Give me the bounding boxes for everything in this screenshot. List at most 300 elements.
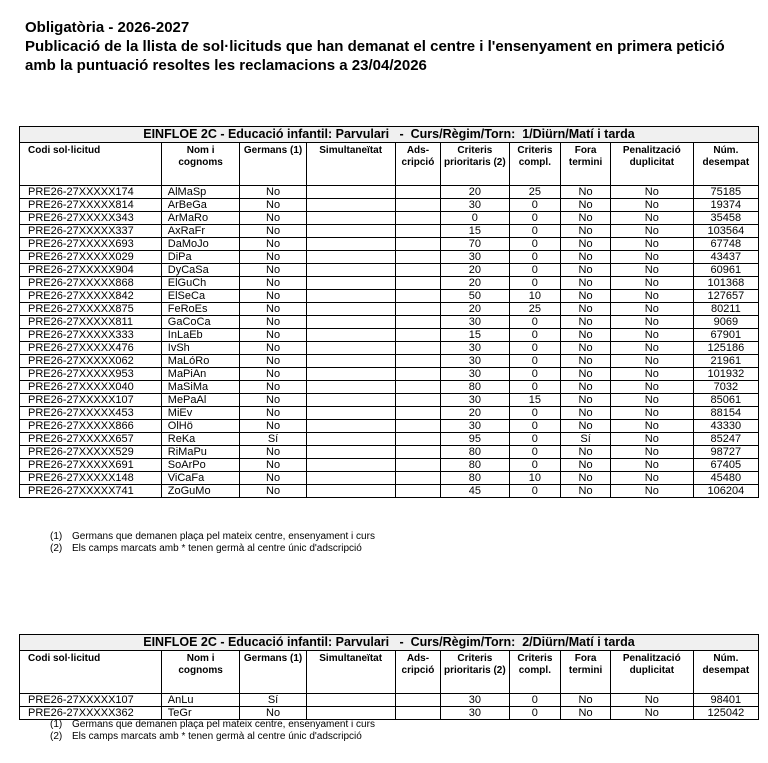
cell-simultaneitat	[306, 199, 395, 212]
cell-criteris-compl: 0	[509, 368, 561, 381]
cell-adscripcio	[395, 694, 441, 707]
cell-penalitzacio: No	[610, 394, 693, 407]
cell-fora-termini: No	[561, 420, 611, 433]
cell-nom: TeGr	[161, 707, 240, 720]
footnotes-2	[50, 719, 375, 743]
cell-codi: PRE26-27XXXXX657	[20, 433, 162, 446]
cell-penalitzacio: No	[610, 264, 693, 277]
cell-penalitzacio: No	[610, 472, 693, 485]
cell-adscripcio	[395, 186, 441, 199]
cell-nom: AxRaFr	[161, 225, 240, 238]
cell-criteris-compl: 0	[509, 433, 561, 446]
cell-penalitzacio: No	[610, 251, 693, 264]
cell-codi: PRE26-27XXXXX107	[20, 394, 162, 407]
cell-fora-termini: No	[561, 407, 611, 420]
cell-germans: No	[240, 199, 306, 212]
cell-codi: PRE26-27XXXXX691	[20, 459, 162, 472]
table-row	[20, 316, 759, 329]
cell-adscripcio	[395, 381, 441, 394]
cell-germans: Sí	[240, 433, 306, 446]
cell-criteris-compl: 0	[509, 381, 561, 394]
document-title	[25, 18, 755, 75]
cell-germans: No	[240, 186, 306, 199]
cell-adscripcio	[395, 472, 441, 485]
cell-fora-termini: No	[561, 329, 611, 342]
col-fora-termini-header: Fora termini	[561, 143, 611, 186]
cell-codi: PRE26-27XXXXX811	[20, 316, 162, 329]
cell-codi: PRE26-27XXXXX337	[20, 225, 162, 238]
cell-simultaneitat	[306, 290, 395, 303]
cell-criteris-compl: 0	[509, 707, 561, 720]
table-row	[20, 277, 759, 290]
cell-germans: No	[240, 368, 306, 381]
cell-nom: ArBeGa	[161, 199, 240, 212]
cell-num-desempat: 106204	[693, 485, 758, 498]
cell-nom: ReKa	[161, 433, 240, 446]
cell-adscripcio	[395, 277, 441, 290]
cell-penalitzacio: No	[610, 707, 693, 720]
cell-nom: ZoGuMo	[161, 485, 240, 498]
cell-germans: No	[240, 355, 306, 368]
cell-num-desempat: 101368	[693, 277, 758, 290]
cell-fora-termini: No	[561, 186, 611, 199]
cell-criteris-compl: 0	[509, 694, 561, 707]
table-row	[20, 342, 759, 355]
table-header-row	[20, 143, 759, 186]
cell-num-desempat: 85061	[693, 394, 758, 407]
cell-num-desempat: 43437	[693, 251, 758, 264]
col-num-desempat-header: Núm. desempat	[693, 651, 758, 694]
cell-num-desempat: 103564	[693, 225, 758, 238]
cell-nom: ElGuCh	[161, 277, 240, 290]
cell-num-desempat: 98727	[693, 446, 758, 459]
cell-penalitzacio: No	[610, 277, 693, 290]
cell-simultaneitat	[306, 303, 395, 316]
cell-fora-termini: No	[561, 485, 611, 498]
cell-criteris-prioritaris: 70	[441, 238, 509, 251]
cell-penalitzacio: No	[610, 446, 693, 459]
cell-fora-termini: No	[561, 225, 611, 238]
cell-germans: No	[240, 707, 306, 720]
cell-adscripcio	[395, 433, 441, 446]
cell-fora-termini: No	[561, 251, 611, 264]
cell-criteris-prioritaris: 80	[441, 381, 509, 394]
cell-simultaneitat	[306, 420, 395, 433]
cell-codi: PRE26-27XXXXX693	[20, 238, 162, 251]
cell-criteris-compl: 0	[509, 225, 561, 238]
cell-adscripcio	[395, 225, 441, 238]
cell-codi: PRE26-27XXXXX029	[20, 251, 162, 264]
cell-codi: PRE26-27XXXXX040	[20, 381, 162, 394]
cell-criteris-prioritaris: 0	[441, 212, 509, 225]
cell-criteris-compl: 0	[509, 238, 561, 251]
cell-fora-termini: No	[561, 290, 611, 303]
cell-criteris-compl: 15	[509, 394, 561, 407]
table-row	[20, 251, 759, 264]
cell-penalitzacio: No	[610, 316, 693, 329]
cell-nom: MaSiMa	[161, 381, 240, 394]
cell-codi: PRE26-27XXXXX868	[20, 277, 162, 290]
cell-criteris-compl: 0	[509, 316, 561, 329]
table-row	[20, 394, 759, 407]
col-adscripcio-header: Ads-cripció	[395, 651, 441, 694]
cell-penalitzacio: No	[610, 433, 693, 446]
cell-germans: No	[240, 290, 306, 303]
cell-fora-termini: No	[561, 342, 611, 355]
cell-fora-termini: No	[561, 316, 611, 329]
cell-germans: Sí	[240, 694, 306, 707]
cell-criteris-prioritaris: 20	[441, 277, 509, 290]
cell-nom: SoArPo	[161, 459, 240, 472]
cell-simultaneitat	[306, 342, 395, 355]
cell-simultaneitat	[306, 329, 395, 342]
table-caption-row	[20, 127, 759, 143]
table-row	[20, 264, 759, 277]
cell-num-desempat: 21961	[693, 355, 758, 368]
cell-nom: ElSeCa	[161, 290, 240, 303]
cell-penalitzacio: No	[610, 420, 693, 433]
cell-num-desempat: 125042	[693, 707, 758, 720]
col-penalitzacio-header: Penalització duplicitat	[610, 651, 693, 694]
cell-simultaneitat	[306, 485, 395, 498]
cell-num-desempat: 9069	[693, 316, 758, 329]
cell-germans: No	[240, 472, 306, 485]
cell-codi: PRE26-27XXXXX814	[20, 199, 162, 212]
cell-criteris-compl: 25	[509, 186, 561, 199]
cell-penalitzacio: No	[610, 212, 693, 225]
table-row	[20, 225, 759, 238]
table-row	[20, 355, 759, 368]
col-num-desempat-header: Núm. desempat	[693, 143, 758, 186]
cell-num-desempat: 125186	[693, 342, 758, 355]
cell-fora-termini: Sí	[561, 433, 611, 446]
cell-codi: PRE26-27XXXXX529	[20, 446, 162, 459]
cell-criteris-prioritaris: 80	[441, 446, 509, 459]
cell-simultaneitat	[306, 316, 395, 329]
cell-criteris-prioritaris: 30	[441, 694, 509, 707]
cell-adscripcio	[395, 446, 441, 459]
cell-germans: No	[240, 264, 306, 277]
cell-fora-termini: No	[561, 707, 611, 720]
cell-codi: PRE26-27XXXXX842	[20, 290, 162, 303]
footnote-number: (2)	[50, 731, 63, 742]
cell-adscripcio	[395, 459, 441, 472]
cell-criteris-compl: 10	[509, 290, 561, 303]
cell-simultaneitat	[306, 707, 395, 720]
cell-penalitzacio: No	[610, 342, 693, 355]
cell-nom: DaMoJo	[161, 238, 240, 251]
col-criteris-compl-header: Criteris compl.	[509, 651, 561, 694]
col-codi-header: Codi sol·licitud	[20, 651, 162, 694]
cell-criteris-prioritaris: 30	[441, 316, 509, 329]
cell-num-desempat: 101932	[693, 368, 758, 381]
col-germans-header: Germans (1)	[240, 143, 306, 186]
cell-germans: No	[240, 212, 306, 225]
cell-simultaneitat	[306, 394, 395, 407]
cell-criteris-prioritaris: 30	[441, 251, 509, 264]
cell-nom: IvSh	[161, 342, 240, 355]
cell-criteris-prioritaris: 80	[441, 459, 509, 472]
cell-codi: PRE26-27XXXXX453	[20, 407, 162, 420]
cell-adscripcio	[395, 251, 441, 264]
cell-adscripcio	[395, 407, 441, 420]
cell-criteris-prioritaris: 30	[441, 355, 509, 368]
footnote-number: (1)	[50, 719, 63, 730]
cell-simultaneitat	[306, 433, 395, 446]
cell-simultaneitat	[306, 355, 395, 368]
cell-adscripcio	[395, 394, 441, 407]
cell-germans: No	[240, 238, 306, 251]
table-caption: EINFLOE 2C - Educació infantil: Parvulari - Curs/Règim/Torn: 2/Diürn/Matí i tarda	[20, 635, 759, 651]
cell-penalitzacio: No	[610, 407, 693, 420]
cell-num-desempat: 43330	[693, 420, 758, 433]
cell-penalitzacio: No	[610, 199, 693, 212]
table-header-row	[20, 651, 759, 694]
cell-adscripcio	[395, 368, 441, 381]
cell-germans: No	[240, 459, 306, 472]
table-row	[20, 420, 759, 433]
table-row	[20, 290, 759, 303]
cell-adscripcio	[395, 355, 441, 368]
cell-criteris-prioritaris: 15	[441, 329, 509, 342]
cell-penalitzacio: No	[610, 381, 693, 394]
cell-num-desempat: 85247	[693, 433, 758, 446]
table-row	[20, 694, 759, 707]
cell-codi: PRE26-27XXXXX062	[20, 355, 162, 368]
cell-fora-termini: No	[561, 694, 611, 707]
cell-criteris-prioritaris: 80	[441, 472, 509, 485]
table-row	[20, 459, 759, 472]
title-line-1: Obligatòria - 2026-2027	[25, 19, 190, 36]
cell-codi: PRE26-27XXXXX476	[20, 342, 162, 355]
cell-nom: ArMaRo	[161, 212, 240, 225]
cell-simultaneitat	[306, 381, 395, 394]
cell-criteris-prioritaris: 30	[441, 199, 509, 212]
cell-criteris-prioritaris: 50	[441, 290, 509, 303]
cell-germans: No	[240, 277, 306, 290]
cell-germans: No	[240, 225, 306, 238]
cell-simultaneitat	[306, 251, 395, 264]
table-row	[20, 186, 759, 199]
footnote	[50, 731, 375, 743]
cell-adscripcio	[395, 485, 441, 498]
cell-codi: PRE26-27XXXXX343	[20, 212, 162, 225]
cell-adscripcio	[395, 303, 441, 316]
cell-fora-termini: No	[561, 264, 611, 277]
cell-nom: OlHö	[161, 420, 240, 433]
cell-germans: No	[240, 420, 306, 433]
cell-criteris-compl: 25	[509, 303, 561, 316]
table-row	[20, 212, 759, 225]
cell-fora-termini: No	[561, 394, 611, 407]
cell-codi: PRE26-27XXXXX953	[20, 368, 162, 381]
cell-criteris-compl: 0	[509, 407, 561, 420]
cell-num-desempat: 75185	[693, 186, 758, 199]
cell-germans: No	[240, 316, 306, 329]
cell-penalitzacio: No	[610, 329, 693, 342]
table-row	[20, 329, 759, 342]
cell-fora-termini: No	[561, 238, 611, 251]
cell-fora-termini: No	[561, 355, 611, 368]
table-row	[20, 199, 759, 212]
footnote-text: Germans que demanen plaça pel mateix centre, ensenyament i curs	[72, 531, 375, 542]
footnotes-1	[50, 531, 375, 555]
col-nom-header: Nom i cognoms	[161, 651, 240, 694]
footnote-text: Germans que demanen plaça pel mateix centre, ensenyament i curs	[72, 719, 375, 730]
results-table-1	[19, 126, 759, 498]
cell-adscripcio	[395, 264, 441, 277]
table-row	[20, 472, 759, 485]
cell-adscripcio	[395, 342, 441, 355]
cell-criteris-compl: 0	[509, 459, 561, 472]
cell-num-desempat: 67405	[693, 459, 758, 472]
cell-simultaneitat	[306, 368, 395, 381]
cell-num-desempat: 45480	[693, 472, 758, 485]
cell-adscripcio	[395, 199, 441, 212]
cell-penalitzacio: No	[610, 355, 693, 368]
cell-criteris-compl: 0	[509, 251, 561, 264]
cell-simultaneitat	[306, 407, 395, 420]
table-row	[20, 433, 759, 446]
cell-adscripcio	[395, 329, 441, 342]
col-criteris-prioritaris-header: Criteris prioritaris (2)	[441, 651, 509, 694]
cell-nom: RiMaPu	[161, 446, 240, 459]
cell-penalitzacio: No	[610, 225, 693, 238]
cell-germans: No	[240, 303, 306, 316]
cell-nom: MiEv	[161, 407, 240, 420]
cell-adscripcio	[395, 290, 441, 303]
cell-codi: PRE26-27XXXXX866	[20, 420, 162, 433]
results-table-2	[19, 634, 759, 720]
cell-penalitzacio: No	[610, 290, 693, 303]
cell-nom: MePaAl	[161, 394, 240, 407]
cell-fora-termini: No	[561, 277, 611, 290]
title-line-2: Publicació de la llista de sol·licituds que han demanat el centre i l'ensenyament en primera petició amb la puntuació resoltes les reclamacions a 23/04/2026	[25, 38, 725, 74]
cell-criteris-prioritaris: 30	[441, 342, 509, 355]
cell-nom: InLaEb	[161, 329, 240, 342]
cell-simultaneitat	[306, 459, 395, 472]
cell-criteris-prioritaris: 95	[441, 433, 509, 446]
cell-simultaneitat	[306, 238, 395, 251]
footnote-number: (1)	[50, 531, 63, 542]
cell-num-desempat: 7032	[693, 381, 758, 394]
cell-simultaneitat	[306, 694, 395, 707]
cell-criteris-prioritaris: 20	[441, 303, 509, 316]
cell-nom: AlMaSp	[161, 186, 240, 199]
cell-nom: MaLóRo	[161, 355, 240, 368]
table-row	[20, 407, 759, 420]
cell-nom: ViCaFa	[161, 472, 240, 485]
table-caption: EINFLOE 2C - Educació infantil: Parvulari - Curs/Règim/Torn: 1/Diürn/Matí i tarda	[20, 127, 759, 143]
cell-criteris-compl: 0	[509, 446, 561, 459]
cell-fora-termini: No	[561, 303, 611, 316]
cell-criteris-prioritaris: 30	[441, 707, 509, 720]
cell-germans: No	[240, 381, 306, 394]
col-codi-header: Codi sol·licitud	[20, 143, 162, 186]
cell-germans: No	[240, 251, 306, 264]
cell-codi: PRE26-27XXXXX904	[20, 264, 162, 277]
cell-num-desempat: 60961	[693, 264, 758, 277]
cell-criteris-compl: 0	[509, 355, 561, 368]
cell-criteris-compl: 0	[509, 485, 561, 498]
cell-fora-termini: No	[561, 459, 611, 472]
cell-penalitzacio: No	[610, 485, 693, 498]
cell-criteris-compl: 0	[509, 212, 561, 225]
cell-simultaneitat	[306, 186, 395, 199]
cell-criteris-compl: 0	[509, 342, 561, 355]
cell-criteris-prioritaris: 30	[441, 368, 509, 381]
cell-penalitzacio: No	[610, 694, 693, 707]
cell-adscripcio	[395, 238, 441, 251]
cell-fora-termini: No	[561, 199, 611, 212]
cell-germans: No	[240, 329, 306, 342]
cell-num-desempat: 19374	[693, 199, 758, 212]
table-caption-row	[20, 635, 759, 651]
cell-penalitzacio: No	[610, 368, 693, 381]
cell-fora-termini: No	[561, 472, 611, 485]
col-criteris-compl-header: Criteris compl.	[509, 143, 561, 186]
cell-nom: GaCoCa	[161, 316, 240, 329]
cell-criteris-prioritaris: 20	[441, 264, 509, 277]
cell-simultaneitat	[306, 225, 395, 238]
cell-penalitzacio: No	[610, 186, 693, 199]
cell-nom: DiPa	[161, 251, 240, 264]
cell-adscripcio	[395, 420, 441, 433]
cell-num-desempat: 127657	[693, 290, 758, 303]
cell-criteris-prioritaris: 20	[441, 186, 509, 199]
cell-criteris-prioritaris: 30	[441, 420, 509, 433]
cell-germans: No	[240, 446, 306, 459]
cell-codi: PRE26-27XXXXX875	[20, 303, 162, 316]
footnote	[50, 719, 375, 731]
footnote-text: Els camps marcats amb * tenen germà al centre únic d'adscripció	[72, 543, 362, 554]
cell-germans: No	[240, 485, 306, 498]
cell-num-desempat: 67748	[693, 238, 758, 251]
col-simultaneitat-header: Simultaneïtat	[306, 143, 395, 186]
cell-criteris-prioritaris: 30	[441, 394, 509, 407]
cell-germans: No	[240, 342, 306, 355]
cell-criteris-prioritaris: 45	[441, 485, 509, 498]
cell-fora-termini: No	[561, 368, 611, 381]
cell-num-desempat: 67901	[693, 329, 758, 342]
col-nom-header: Nom i cognoms	[161, 143, 240, 186]
cell-adscripcio	[395, 212, 441, 225]
cell-num-desempat: 80211	[693, 303, 758, 316]
col-simultaneitat-header: Simultaneïtat	[306, 651, 395, 694]
footnote	[50, 531, 375, 543]
cell-simultaneitat	[306, 277, 395, 290]
col-germans-header: Germans (1)	[240, 651, 306, 694]
cell-codi: PRE26-27XXXXX107	[20, 694, 162, 707]
cell-adscripcio	[395, 316, 441, 329]
col-adscripcio-header: Ads-cripció	[395, 143, 441, 186]
cell-criteris-prioritaris: 15	[441, 225, 509, 238]
footnote-text: Els camps marcats amb * tenen germà al centre únic d'adscripció	[72, 731, 362, 742]
col-penalitzacio-header: Penalització duplicitat	[610, 143, 693, 186]
cell-simultaneitat	[306, 264, 395, 277]
cell-fora-termini: No	[561, 381, 611, 394]
cell-codi: PRE26-27XXXXX174	[20, 186, 162, 199]
cell-criteris-compl: 0	[509, 264, 561, 277]
cell-simultaneitat	[306, 446, 395, 459]
footnote-number: (2)	[50, 543, 63, 554]
cell-criteris-compl: 0	[509, 277, 561, 290]
cell-criteris-prioritaris: 20	[441, 407, 509, 420]
cell-codi: PRE26-27XXXXX362	[20, 707, 162, 720]
table-row	[20, 707, 759, 720]
cell-criteris-compl: 10	[509, 472, 561, 485]
cell-criteris-compl: 0	[509, 420, 561, 433]
